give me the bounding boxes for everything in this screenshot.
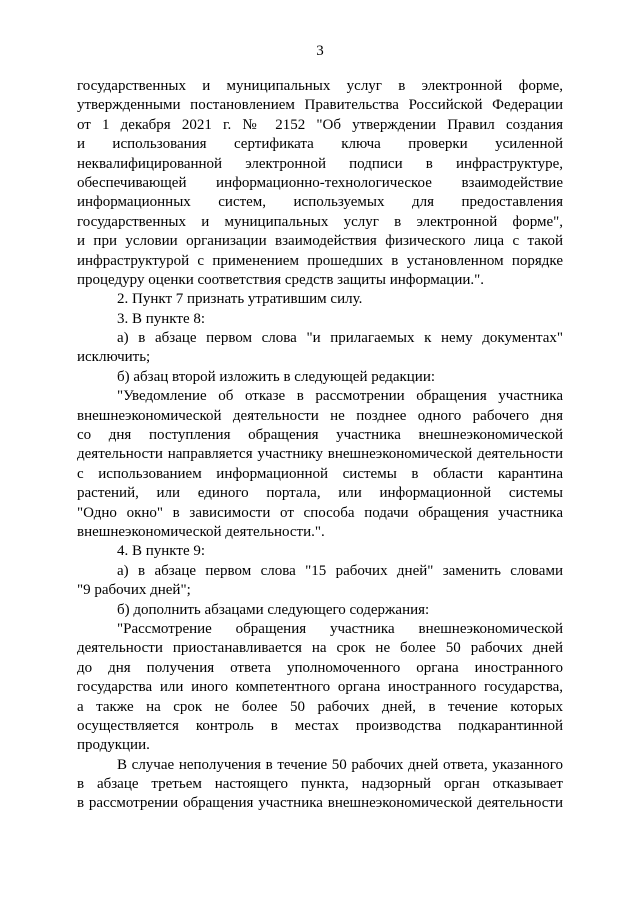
text-line: продукции. [77,737,150,754]
text-line: деятельности направляется участнику внешнеэкономической деятельности [77,446,563,463]
text-line: государственных и муниципальных услуг в электронной форме, [77,78,563,94]
text-line: информационных систем, используемых для предоставления [77,194,563,211]
text-line: 2. Пункт 7 признать утратившим силу. [117,291,363,308]
text-line: 3. В пункте 8: [117,310,206,327]
text-line: "9 рабочих дней"; [77,582,191,599]
text-line: в рассмотрении обращения участника внешнеэкономической деятельности [77,795,563,812]
text-line: и использования сертификата ключа проверки усиленной [77,136,563,153]
text-line: а) в абзаце первом слова "и прилагаемых к нему документах" [117,330,563,347]
text-line: процедуру оценки соответствия средств защиты информации.". [77,271,484,288]
text-line: неквалифицированной электронной подписи в инфраструктуре, [77,155,563,172]
text-line: государственных и муниципальных услуг в электронной форме", [77,213,563,230]
text-line: утвержденными постановлением Правительства Российской Федерации [77,97,563,114]
text-line: "Уведомление об отказе в рассмотрении обращения участника [117,388,563,405]
text-line: б) абзац второй изложить в следующей редакции: [117,368,436,385]
text-line: с использованием информационной системы в области карантина [77,465,563,482]
text-line: инфраструктурой с применением прошедших в установленном порядке [77,252,563,269]
text-line: государства или иного компетентного органа иностранного государства, [77,679,563,696]
text-line: со дня поступления обращения участника внешнеэкономической [77,427,563,444]
text-line: деятельности приостанавливается на срок не более 50 рабочих дней [77,640,563,657]
text-line: растений, или единого портала, или информационной системы [77,485,563,502]
text-line: "Одно окно" в зависимости от способа подачи обращения участника [77,504,563,521]
text-line: 4. В пункте 9: [117,543,206,560]
text-line: и при условии организации взаимодействия физического лица с такой [77,233,563,250]
document-body [77,77,563,814]
text-line: а) в абзаце первом слова "15 рабочих дней" заменить словами [117,562,563,579]
text-line: осуществляется контроль в местах производства подкарантинной [77,717,563,734]
text-line: в абзаце третьем настоящего пункта, надзорный орган отказывает [77,776,563,793]
text-line: б) дополнить абзацами следующего содержания: [117,601,430,618]
text-line: обеспечивающей информационно-технологическое взаимодействие [77,174,563,191]
text-line: "Рассмотрение обращения участника внешнеэкономической [117,620,563,637]
page-number: 3 [316,43,324,59]
text-line: а также на срок не более 50 рабочих дней, в течение которых [77,698,563,715]
text-line: внешнеэкономической деятельности не позднее одного рабочего дня [77,407,563,424]
text-line: от 1 декабря 2021 г. № 2152 "Об утверждении Правил создания [77,116,563,133]
text-line: В случае неполучения в течение 50 рабочих дней ответа, указанного [117,756,563,773]
text-line: до дня получения ответа уполномоченного органа иностранного [77,659,563,676]
text-line: внешнеэкономической деятельности.". [77,523,325,540]
text-line: исключить; [77,349,151,366]
